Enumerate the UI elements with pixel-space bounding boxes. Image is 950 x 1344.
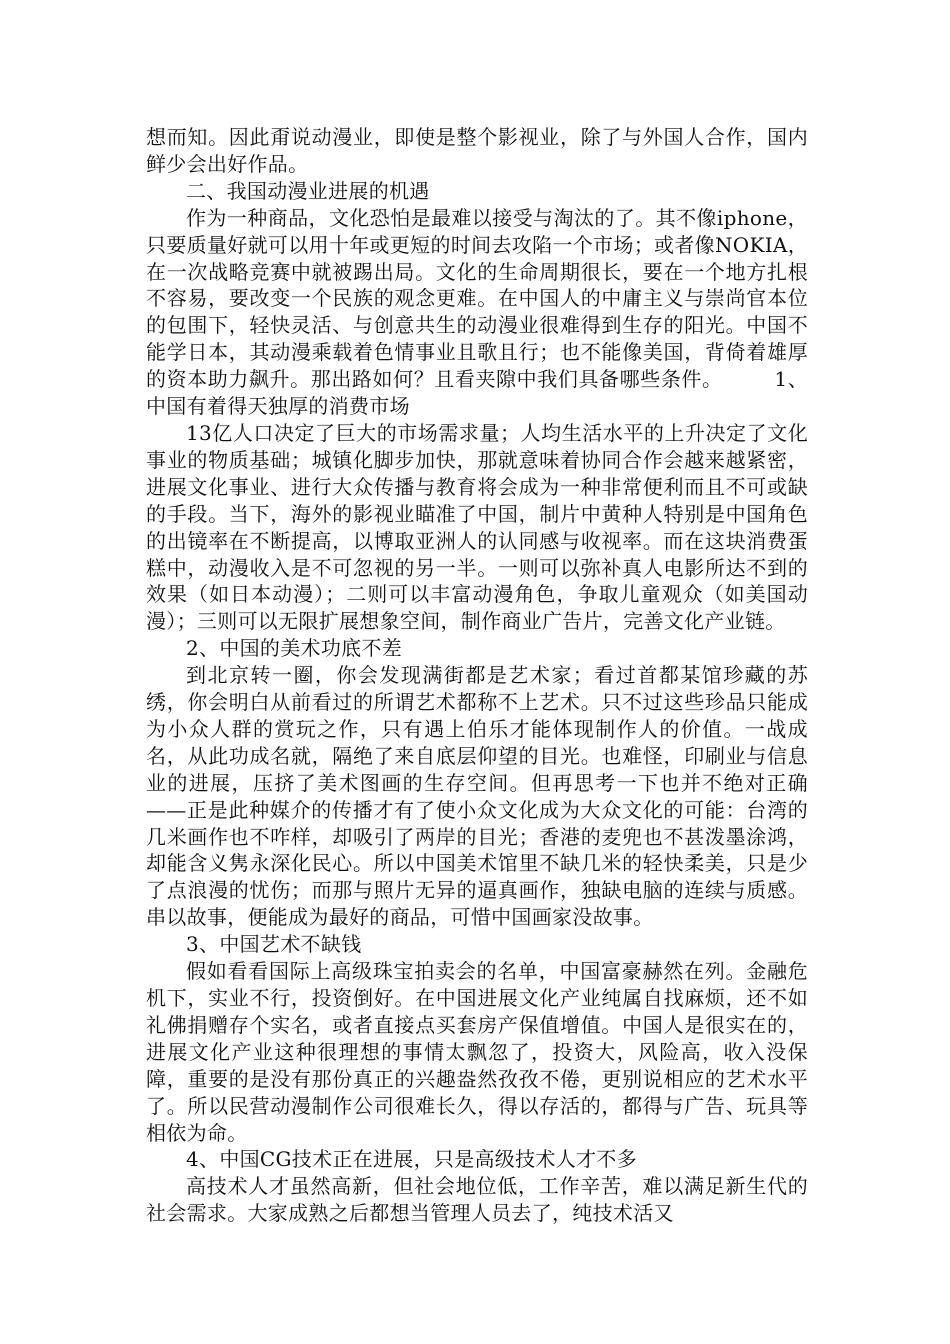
subheading-art-foundation: 2、中国的美术功底不差: [186, 636, 403, 661]
paragraph-art-funding: 假如看看国际上高级珠宝拍卖会的名单，中国富豪赫然在列。金融危机下，实业不行，投资倒好。在中国进展文化产业纯属自找麻烦，还不如礼佛捐赠存个实名，或者直接点买套房产保值增值。中国人是很实在的，进展文化产业这种很理想的事情太飘忽了，投资大，风险高，收入没保障，重要的是没有那份真正的兴趣盎然孜孜不倦，更别说相应的艺术水平了。所以民营动漫制作公司很难长久，得以存活的，都得与广告、玩具等相依为命。: [146, 959, 808, 1145]
subheading-cg-technology: 4、中国CG技术正在进展，只是高级技术人才不多: [186, 1147, 637, 1172]
paragraph-cg-technology: 高技术人才虽然高新，但社会地位低，工作辛苦，难以满足新生代的社会需求。大家成熟之后都想当管理人员去了，纯技术活又: [146, 1174, 808, 1226]
paragraph-art-foundation: 到北京转一圈，你会发现满街都是艺术家；看过首都某馆珍藏的苏绣，你会明白从前看过的所谓艺术都称不上艺术。只不过这些珍品只能成为小众人群的赏玩之作，只有遇上伯乐才能体现制作人的价值。一战成名，从此功成名就，隔绝了来自底层仰望的目光。也难怪，印刷业与信息业的进展，压挤了美术图画的生存空间。但再思考一下也并不绝对正确——正是此种媒介的传播才有了使小众文化成为大众文化的可能：台湾的几米画作也不咋样，却吸引了两岸的目光；香港的麦兜也不甚泼墨涂鸿，却能含义隽永深化民心。所以中国美术馆里不缺几米的轻快柔美，只是少了点浪漫的忧伤；而那与照片无异的逼真画作，独缺电脑的连续与质感。串以故事，便能成为最好的商品，可惜中国画家没故事。: [146, 663, 808, 930]
article-body: [146, 124, 808, 1227]
paragraph-continuation: 想而知。因此甭说动漫业，即使是整个影视业，除了与外国人合作，国内鲜少会出好作品。: [146, 125, 808, 176]
paragraph-culture-commodity: 作为一种商品，文化恐怕是最难以接受与淘汰的了。其不像iphone，只要质量好就可以用十年或更短的时间去攻陷一个市场；或者像NOKIA，在一次战略竞赛中就被踢出局。文化的生命周期很长，要在一个地方扎根不容易，要改变一个民族的观念更难。在中国人的中庸主义与崇尚官本位的包围下，轻快灵活、与创意共生的动漫业很难得到生存的阳光。中国不能学日本，其动漫乘载着色情事业且歌且行；也不能像美国，背倚着雄厚的资本助力飙升。那出路如何？且看夹隙中我们具备哪些条件。 1、中国有着得天独厚的消费市场: [146, 205, 808, 419]
section-heading-opportunities: 二、我国动漫业进展的机遇: [186, 178, 430, 203]
subheading-art-funding: 3、中国艺术不缺钱: [186, 932, 362, 957]
paragraph-consumer-market: 13亿人口决定了巨大的市场需求量；人均生活水平的上升决定了文化事业的物质基础；城镇化脚步加快，那就意味着协同合作会越来越紧密，进展文化事业、进行大众传播与教育将会成为一种非常便利而且不可或缺的手段。当下，海外的影视业瞄准了中国，制片中黄种人特别是中国角色的出镜率在不断提高，以博取亚洲人的认同感与收视率。而在这块消费蛋糕中，动漫收入是不可忽视的另一半。一则可以弥补真人电影所达不到的效果（如日本动漫）；二则可以丰富动漫角色，争取儿童观众（如美国动漫）；三则可以无限扩展想象空间，制作商业广告片，完善文化产业链。: [146, 420, 808, 634]
